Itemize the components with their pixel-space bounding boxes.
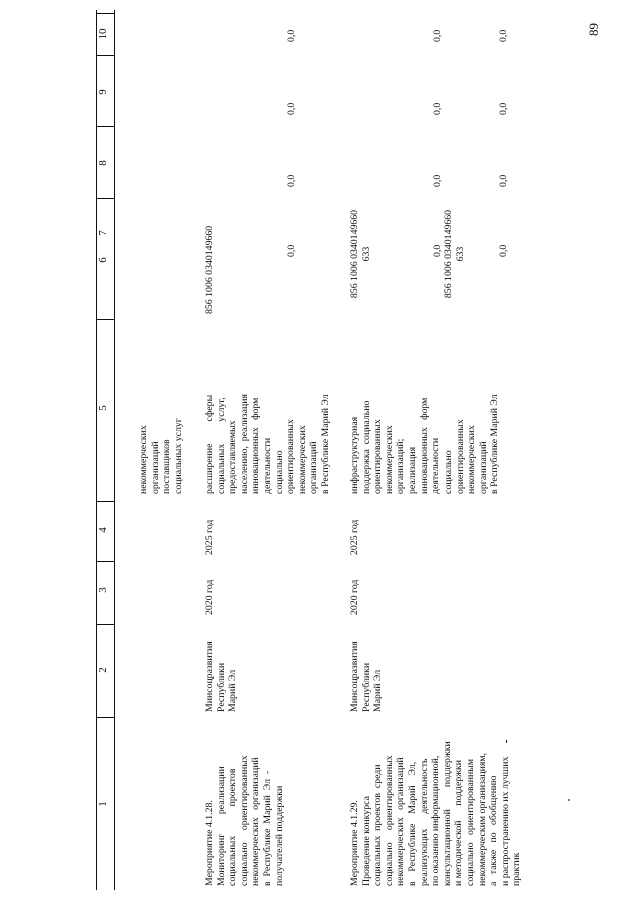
column-number: 1 <box>97 801 109 807</box>
row-4-1-29-value: 0,0 <box>432 102 443 115</box>
column-number: 4 <box>97 527 109 533</box>
row-4-1-29-start: 2020 год <box>349 579 360 615</box>
row-4-1-28-measure: Мероприятие 4.1.28. Мониторинг реализации социальных проектов социально ориентированных некоммерческих организаций в Республике Марий Эл - получателей поддержки <box>204 755 285 886</box>
column-number-row <box>96 10 114 890</box>
column-divider <box>96 561 114 562</box>
row-4-1-28-result: расширение сферы социальных услуг, предоставляемых населению, реализация инновационных форм деятельности социально ориентированных некоммерческих организаций в Республике Марий Эл <box>204 394 331 494</box>
row-4-1-29-end: 2025 год <box>349 519 360 555</box>
continuation-text: некоммерческих организаций поставщиков социальных услуг <box>138 418 184 494</box>
column-divider <box>96 13 114 14</box>
row-4-1-28-end: 2025 год <box>204 519 215 555</box>
row-4-1-28-value: 0,0 <box>286 174 297 187</box>
column-number: 6 <box>97 257 109 263</box>
row-4-1-28-kbk: 856 1006 0340149660 <box>204 225 215 314</box>
row-4-1-29-result: инфраструктурная поддержка социально ориентированных некоммерческих организаций; реализация инновационных форм деятельности <box>349 397 442 494</box>
header-bottom-rule <box>114 10 115 890</box>
row-4-1-29-result-cont: социально ориентированных некоммерческих организаций в Республике Марий Эл <box>443 394 501 494</box>
row-4-1-28-value: 0,0 <box>286 244 297 257</box>
row-4-1-29-value-2: 0,0 <box>498 244 509 257</box>
row-4-1-29-value-2: 0,0 <box>498 29 509 42</box>
row-4-1-29-value-2: 0,0 <box>498 174 509 187</box>
column-divider <box>96 319 114 320</box>
row-4-1-29-kbk-2: 856 1006 0340149660 633 <box>443 209 466 299</box>
row-4-1-29-value: 0,0 <box>432 244 443 257</box>
row-4-1-29-measure: Мероприятие 4.1.29. Проведение конкурса социальных проектов среди социально ориентированных некоммерческих организаций в Республике Марий Эл, реализующих деятельность по оказанию информационной, консультационной поддержки и методической поддержки социально ориентированным некоммерческим организациям, а также по обобщению и распространению их лучших практик <box>349 741 523 886</box>
scan-speck <box>568 799 570 801</box>
column-number: 9 <box>97 89 109 95</box>
page-number: 89 <box>586 23 601 36</box>
row-4-1-28-value: 0,0 <box>286 102 297 115</box>
column-number: 10 <box>97 28 109 40</box>
table-top-rule <box>96 10 97 890</box>
column-number: 2 <box>97 667 109 673</box>
column-number: 7 <box>97 230 109 236</box>
column-number: 8 <box>97 160 109 166</box>
column-divider <box>96 717 114 718</box>
rotated-table <box>96 10 523 890</box>
column-divider <box>96 126 114 127</box>
row-4-1-29-value: 0,0 <box>432 29 443 42</box>
row-4-1-29-value-2: 0,0 <box>498 102 509 115</box>
column-divider <box>96 55 114 56</box>
row-4-1-29-executor: Минсоцразвития Республики Марий Эл <box>349 641 384 712</box>
row-4-1-29-kbk: 856 1006 0340149660 633 <box>349 209 372 299</box>
row-4-1-29-value: 0,0 <box>432 174 443 187</box>
column-divider <box>96 501 114 502</box>
row-4-1-28-value: 0,0 <box>286 29 297 42</box>
row-4-1-28-start: 2020 год <box>204 579 215 615</box>
column-divider <box>96 624 114 625</box>
column-number: 3 <box>97 587 109 593</box>
row-4-1-28-executor: Минсоцразвития Республики Марий Эл <box>204 641 239 712</box>
column-number: 5 <box>97 405 109 411</box>
column-divider <box>96 198 114 199</box>
